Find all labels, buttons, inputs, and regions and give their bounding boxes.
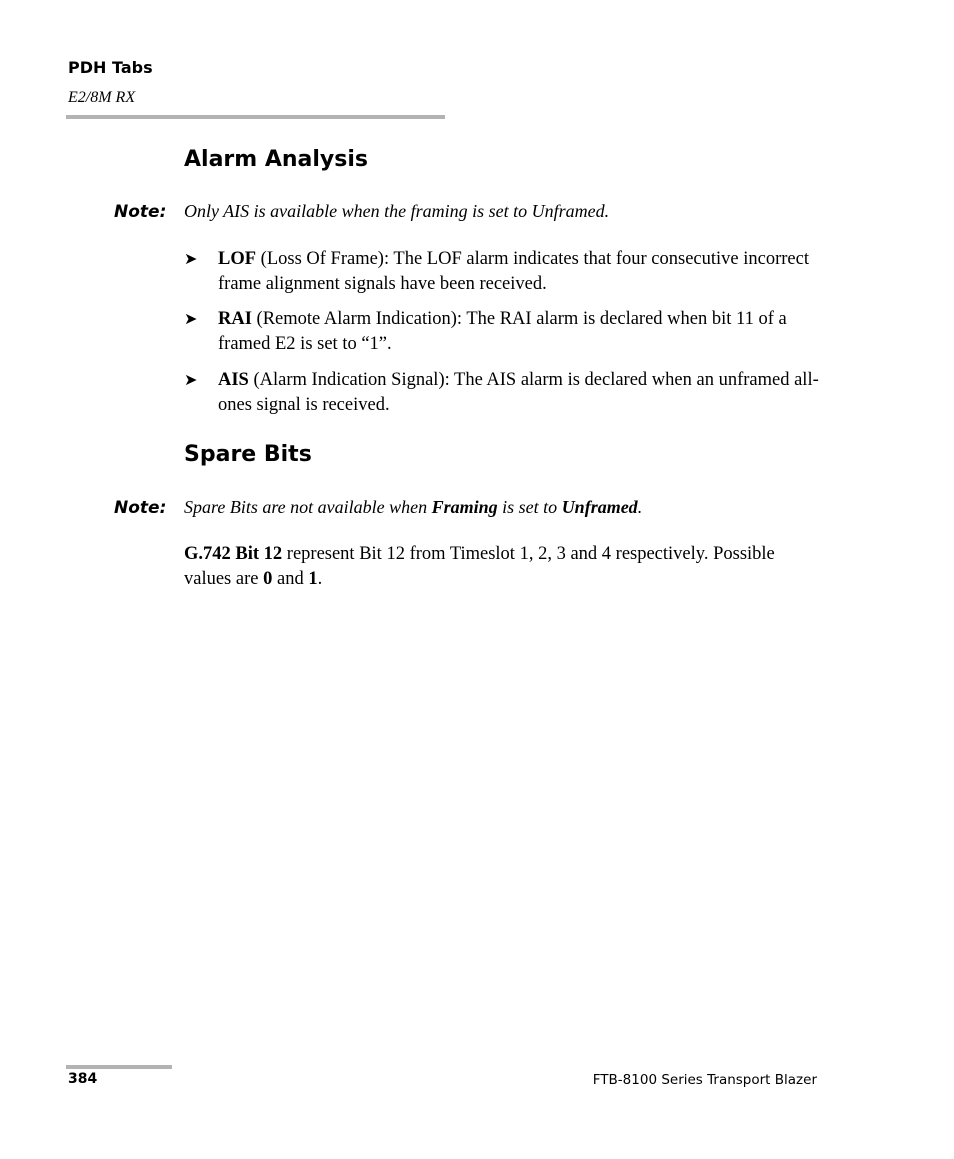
description-ais: (Alarm Indication Signal): The AIS alarm is declared when an unframed all-ones signal is received. (218, 370, 819, 415)
spare-bits-note (114, 495, 642, 520)
value-zero: 0 (263, 569, 273, 589)
list-item-lof (184, 247, 824, 297)
value-one: 1 (308, 569, 318, 589)
running-header-subtitle: E2/8M RX (68, 89, 136, 106)
paragraph-text: . (317, 569, 323, 589)
term-g742-bit12: G.742 Bit 12 (184, 544, 283, 564)
description-lof: (Loss Of Frame): The LOF alarm indicates that four consecutive incorrect frame alignment signals have been received. (218, 249, 809, 294)
running-header-title: PDH Tabs (68, 58, 153, 77)
list-item-rai (184, 307, 824, 357)
page-number: 384 (68, 1071, 98, 1087)
note-text-part: Spare Bits are not available when (184, 497, 432, 517)
arrow-bullet-icon: ➤ (184, 372, 198, 389)
arrow-bullet-icon: ➤ (184, 251, 198, 268)
paragraph-text: and (272, 569, 309, 589)
description-rai: (Remote Alarm Indication): The RAI alarm is declared when bit 11 of a framed E2 is set to “1”. (218, 309, 787, 354)
note-text (184, 497, 642, 517)
term-ais: AIS (218, 370, 249, 390)
g742-paragraph (184, 542, 824, 592)
list-item-ais (184, 368, 824, 418)
note-text: Only AIS is available when the framing is set to Unframed. (184, 201, 610, 221)
note-label: Note: (114, 202, 167, 222)
term-rai: RAI (218, 309, 252, 329)
note-text-part: . (637, 497, 643, 517)
note-term-framing: Framing (431, 497, 498, 517)
term-lof: LOF (218, 249, 257, 269)
header-divider (66, 115, 445, 119)
note-term-unframed: Unframed (561, 497, 638, 517)
arrow-bullet-icon: ➤ (184, 311, 198, 328)
footer-product-name: FTB-8100 Series Transport Blazer (592, 1072, 817, 1088)
alarm-analysis-note (114, 199, 609, 224)
spare-bits-heading: Spare Bits (184, 442, 312, 467)
note-label: Note: (114, 498, 167, 518)
paragraph-text: represent Bit 12 from Timeslot 1, 2, 3 and 4 respectively. Possible values are (184, 544, 775, 589)
note-text-part: is set to (497, 497, 562, 517)
alarm-analysis-heading: Alarm Analysis (184, 147, 368, 172)
